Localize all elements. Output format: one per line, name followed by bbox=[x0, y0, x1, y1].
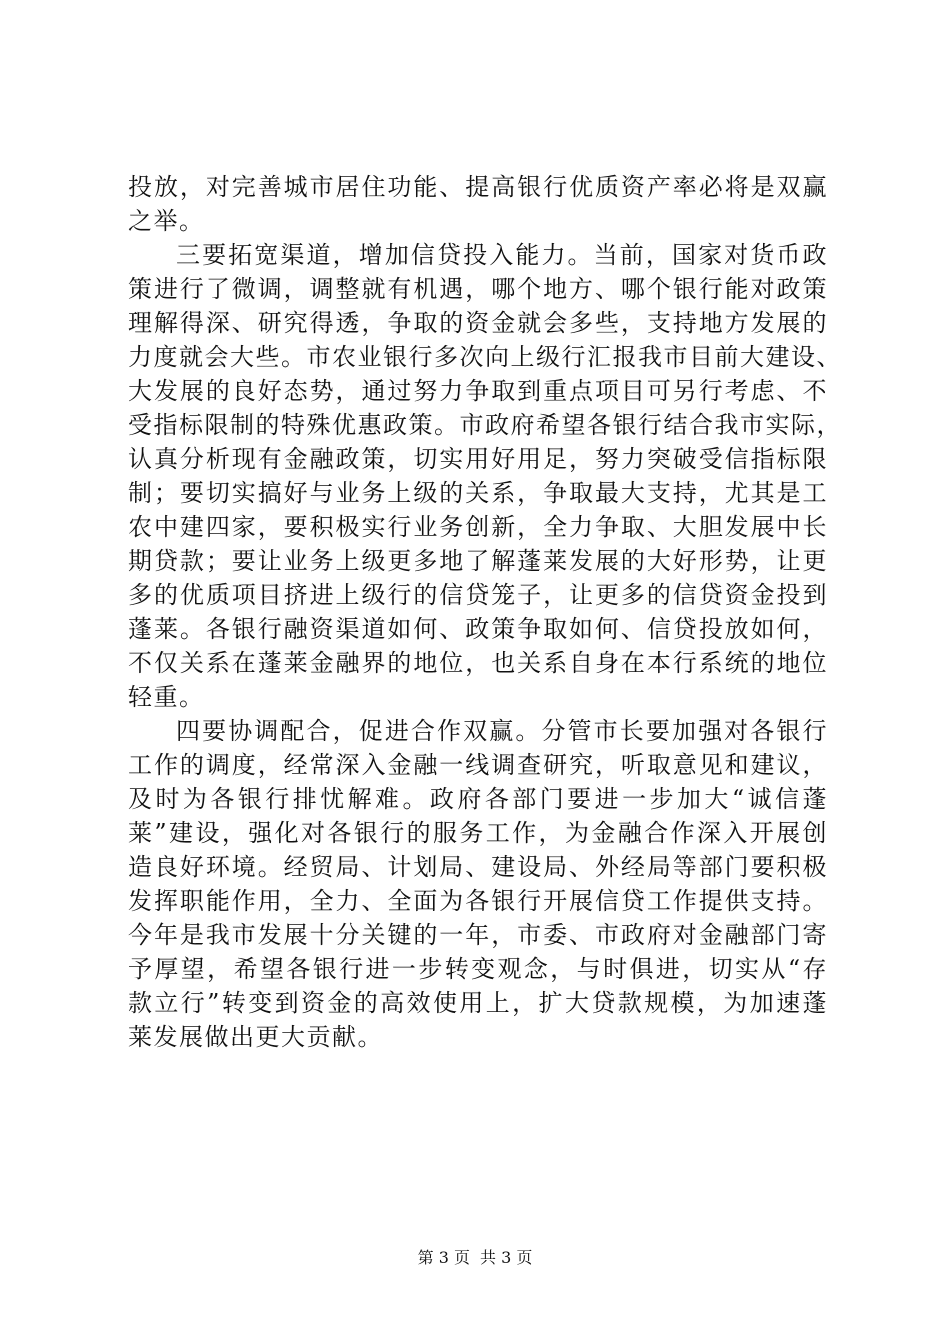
text-line: 认真分析现有金融政策，切实用好用足，努力突破受信指标限 bbox=[128, 445, 828, 473]
text-line: 多的优质项目挤进上级行的信贷笼子，让更多的信贷资金投到 bbox=[128, 581, 828, 609]
text-line: 受指标限制的特殊优惠政策。市政府希望各银行结合我市实际， bbox=[128, 411, 842, 439]
page-total: 共 3 页 bbox=[480, 1248, 533, 1267]
page-number: 第 3 页 bbox=[417, 1248, 470, 1267]
document-body bbox=[128, 170, 842, 1054]
text-line: 工作的调度，经常深入金融一线调查研究，听取意见和建议， bbox=[128, 751, 828, 779]
text-line: 造良好环境。经贸局、计划局、建设局、外经局等部门要积极 bbox=[128, 853, 828, 881]
text-line: 理解得深、研究得透，争取的资金就会多些，支持地方发展的 bbox=[128, 309, 828, 337]
text-line: 不仅关系在蓬莱金融界的地位，也关系自身在本行系统的地位 bbox=[128, 649, 828, 677]
paragraph-start-line: 三要拓宽渠道，增加信贷投入能力。当前，国家对货币政 bbox=[176, 241, 828, 269]
text-line: 款立行”转变到资金的高效使用上，扩大贷款规模，为加速蓬 bbox=[128, 989, 828, 1017]
paragraph-start-line: 四要协调配合，促进合作双赢。分管市长要加强对各银行 bbox=[176, 717, 828, 745]
text-line: 力度就会大些。市农业银行多次向上级行汇报我市目前大建设、 bbox=[128, 343, 842, 371]
text-line: 投放，对完善城市居住功能、提高银行优质资产率必将是双赢 bbox=[128, 173, 828, 201]
text-line: 及时为各银行排忧解难。政府各部门要进一步加大“诚信蓬 bbox=[128, 785, 828, 813]
text-line: 大发展的良好态势，通过努力争取到重点项目可另行考虑、不 bbox=[128, 377, 828, 405]
text-line: 予厚望，希望各银行进一步转变观念，与时俱进，切实从“存 bbox=[128, 955, 828, 983]
text-line: 策进行了微调，调整就有机遇，哪个地方、哪个银行能对政策 bbox=[128, 275, 828, 303]
text-line: 今年是我市发展十分关键的一年，市委、市政府对金融部门寄 bbox=[128, 921, 828, 949]
text-line: 莱”建设，强化对各银行的服务工作，为金融合作深入开展创 bbox=[128, 819, 828, 847]
text-line: 莱发展做出更大贡献。 bbox=[128, 1023, 383, 1051]
page-footer bbox=[0, 1245, 950, 1268]
text-line: 发挥职能作用，全力、全面为各银行开展信贷工作提供支持。 bbox=[128, 887, 828, 915]
text-line: 农中建四家，要积极实行业务创新，全力争取、大胆发展中长 bbox=[128, 513, 828, 541]
text-line: 轻重。 bbox=[128, 683, 205, 711]
text-line: 之举。 bbox=[128, 207, 205, 235]
text-line: 制；要切实搞好与业务上级的关系，争取最大支持，尤其是工 bbox=[128, 479, 828, 507]
text-line: 期贷款；要让业务上级更多地了解蓬莱发展的大好形势，让更 bbox=[128, 547, 828, 575]
text-line: 蓬莱。各银行融资渠道如何、政策争取如何、信贷投放如何， bbox=[128, 615, 828, 643]
